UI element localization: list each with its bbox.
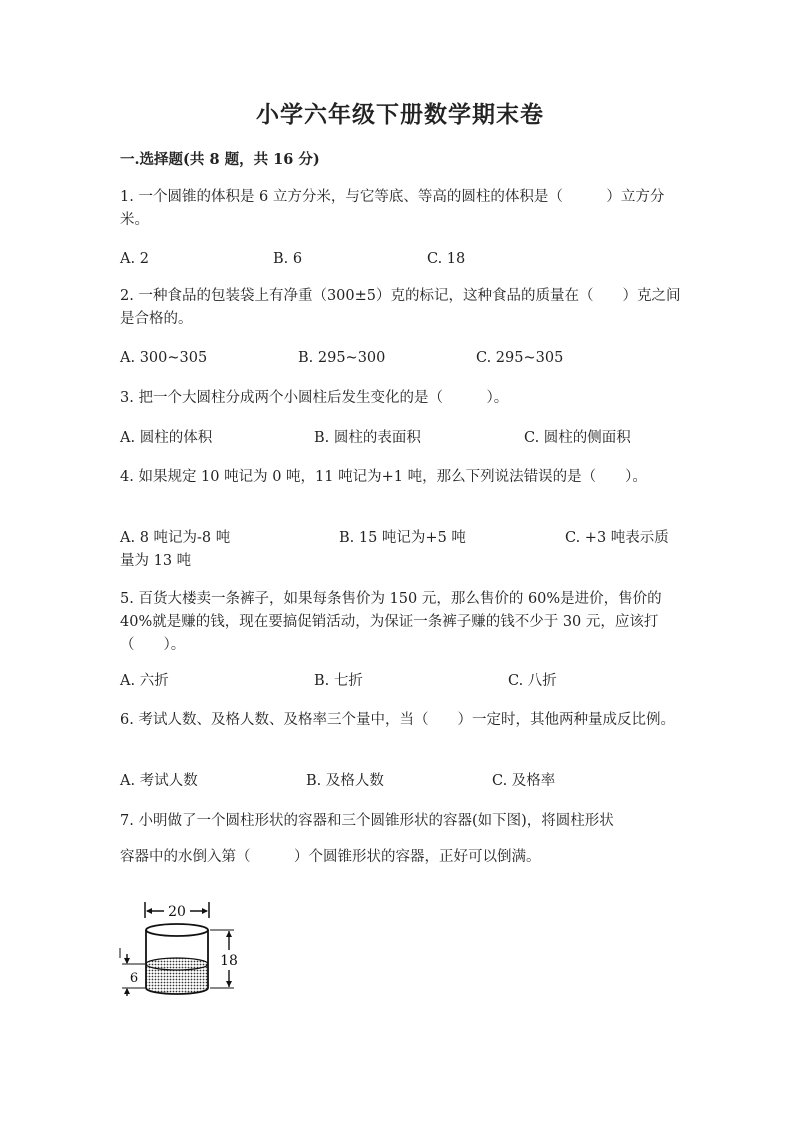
question-5-option-a[interactable]: A. 六折	[120, 673, 169, 689]
question-1-option-b[interactable]: B. 6	[273, 251, 303, 267]
question-5-option-c[interactable]: C. 八折	[508, 673, 557, 689]
question-5-option-b[interactable]: B. 七折	[314, 673, 363, 689]
question-6-option-b[interactable]: B. 及格人数	[306, 773, 384, 789]
question-1-option-c[interactable]: C. 18	[427, 251, 466, 267]
water-arrow-bottom	[124, 988, 130, 994]
question-3-option-b[interactable]: B. 圆柱的表面积	[314, 430, 421, 446]
question-7-stem-line-1: 7. 小明做了一个圆柱形状的容器和三个圆锥形状的容器(如下图)，将圆柱形状	[120, 813, 614, 829]
question-7-stem-line-2: 容器中的水倒入第（ ）个圆锥形状的容器，正好可以倒满。	[120, 849, 541, 865]
height-arrow-bottom	[226, 981, 232, 987]
height-label: 18	[220, 953, 238, 969]
diameter-arrow-left	[146, 908, 152, 914]
water-label: 6	[129, 971, 139, 986]
question-4-stem: 4. 如果规定 10 吨记为 0 吨，11 吨记为+1 吨，那么下列说法错误的是（ ）。	[120, 469, 647, 485]
question-4-option-c[interactable]: C. +3 吨表示质量为 13 吨	[120, 530, 669, 569]
question-2-option-b[interactable]: B. 295~300	[298, 350, 386, 366]
cylinder-figure	[118, 900, 248, 1005]
question-3-option-c[interactable]: C. 圆柱的侧面积	[524, 430, 631, 446]
water-surface	[146, 958, 208, 970]
page-title: 小学六年级下册数学期末卷	[256, 101, 544, 128]
question-3-stem: 3. 把一个大圆柱分成两个小圆柱后发生变化的是（ ）。	[120, 390, 509, 406]
question-6-stem: 6. 考试人数、及格人数、及格率三个量中，当（ ）一定时，其他两种量成反比例。	[120, 712, 675, 728]
question-2-option-c[interactable]: C. 295~305	[476, 350, 564, 366]
question-3-option-a[interactable]: A. 圆柱的体积	[120, 430, 213, 446]
height-arrow-top	[226, 931, 232, 937]
diameter-arrow-right	[202, 908, 208, 914]
question-4-option-b[interactable]: B. 15 吨记为+5 吨	[339, 530, 466, 546]
question-6-option-a[interactable]: A. 考试人数	[120, 773, 198, 789]
question-1-option-a[interactable]: A. 2	[120, 251, 149, 267]
water-arrow-top	[124, 958, 130, 964]
question-5-stem: 5. 百货大楼卖一条裤子，如果每条售价为 150 元，那么售价的 60%是进价，售价的 40%就是赚的钱，现在要搞促销活动，为保证一条裤子赚的钱不少于 30 元，应该打（ ）。	[120, 591, 662, 653]
question-1-stem: 1. 一个圆锥的体积是 6 立方分米，与它等底、等高的圆柱的体积是（ ）立方分米。	[120, 189, 665, 228]
section-heading: 一.选择题(共 8 题，共 16 分)	[120, 151, 320, 168]
question-2-stem: 2. 一种食品的包装袋上有净重（300±5）克的标记，这种食品的质量在（ ）克之间是合格的。	[120, 288, 681, 327]
diameter-label: 20	[168, 904, 186, 920]
cylinder-top	[146, 924, 208, 936]
question-6-option-c[interactable]: C. 及格率	[492, 773, 556, 789]
question-2-option-a[interactable]: A. 300~305	[120, 350, 208, 366]
question-4-option-a[interactable]: A. 8 吨记为-8 吨	[120, 530, 231, 546]
